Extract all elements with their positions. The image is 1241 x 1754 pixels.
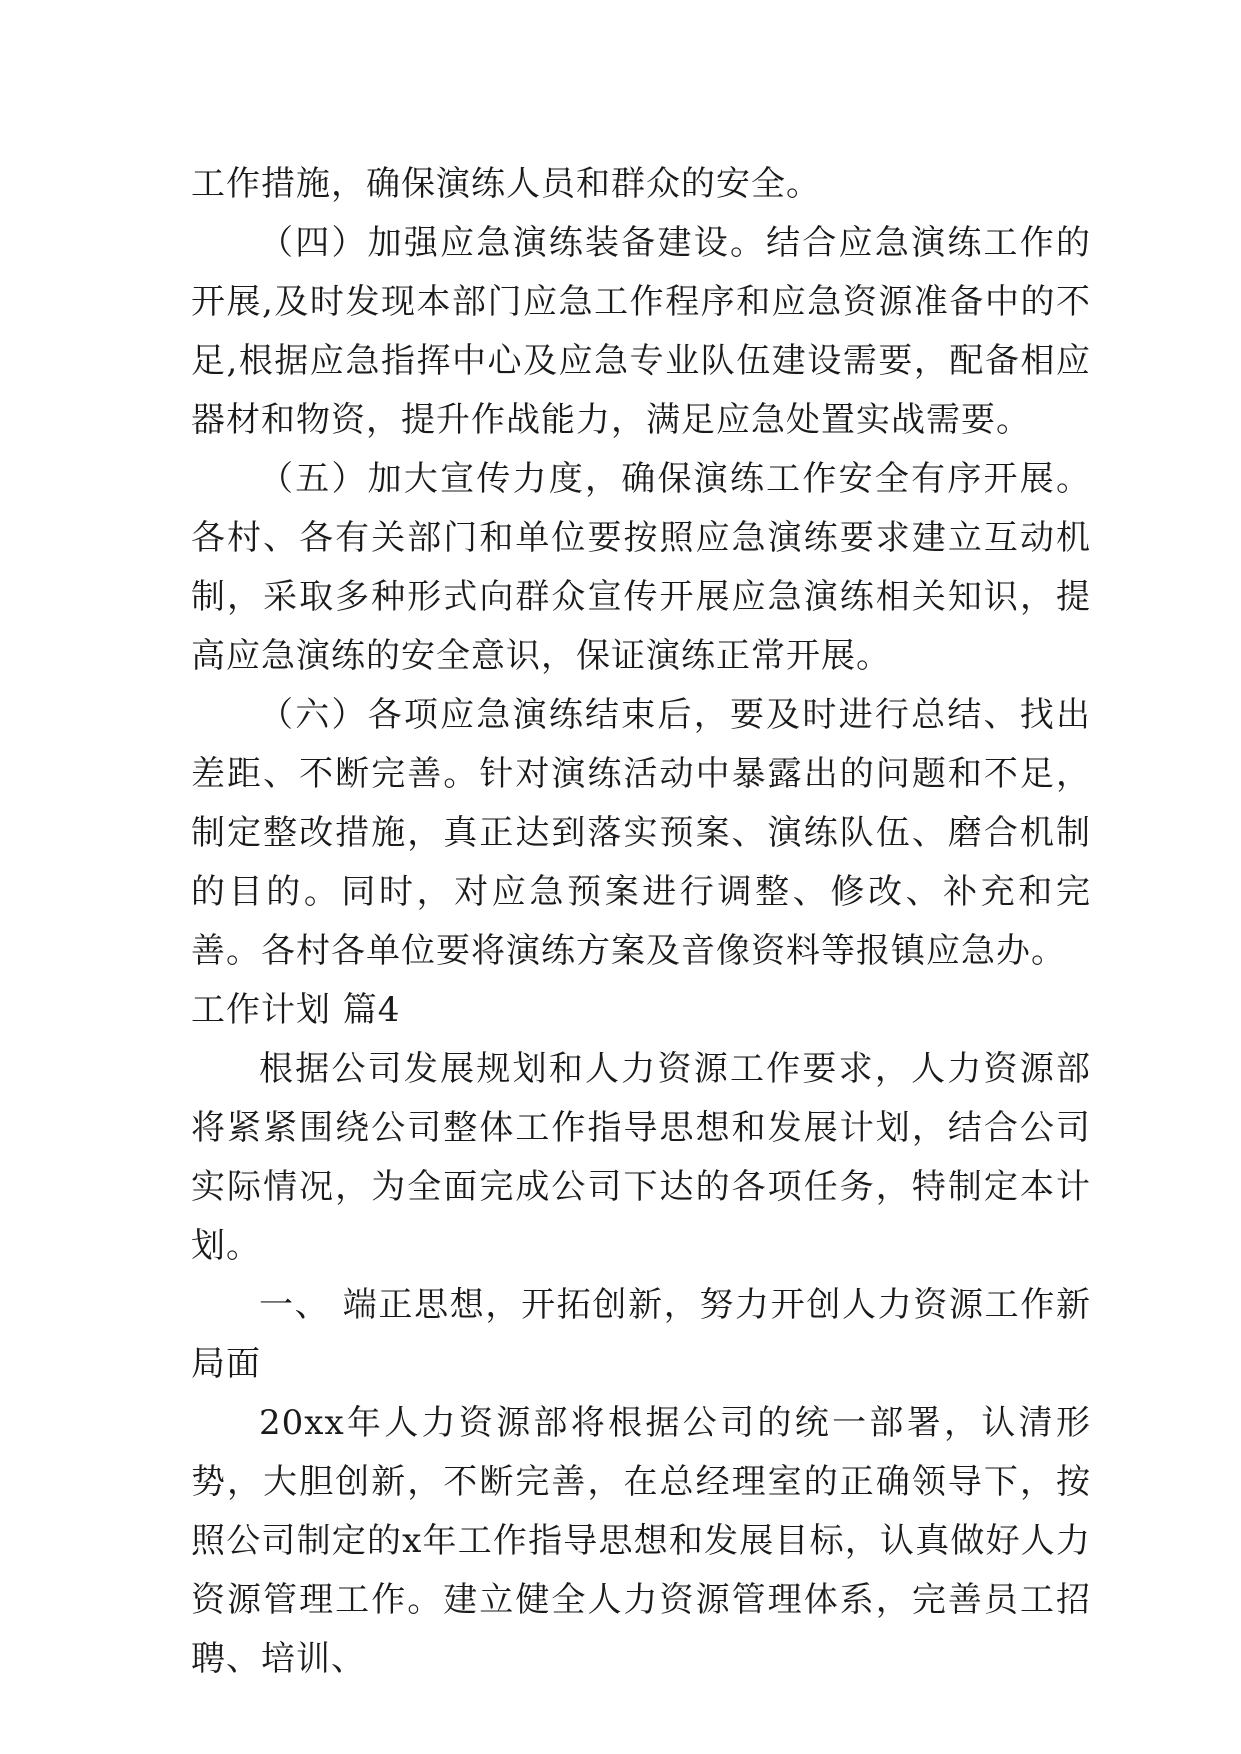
document-body (191, 155, 1091, 1689)
paragraph-3: （五）加大宣传力度，确保演练工作安全有序开展。各村、各有关部门和单位要按照应急演练要求建立互动机制，采取多种形式向群众宣传开展应急演练相关知识，提高应急演练的安全意识，保证演练正常开展。 (191, 459, 1091, 676)
paragraph-6: 一、 端正思想，开拓创新，努力开创人力资源工作新局面 (191, 1285, 1091, 1384)
paragraph-5: 根据公司发展规划和人力资源工作要求，人力资源部将紧紧围绕公司整体工作指导思想和发展计划，结合公司实际情况，为全面完成公司下达的各项任务，特制定本计划。 (191, 1049, 1091, 1266)
section-heading: 工作计划 篇4 (191, 990, 401, 1030)
paragraph-1: 工作措施，确保演练人员和群众的安全。 (191, 164, 821, 204)
paragraph-2: （四）加强应急演练装备建设。结合应急演练工作的开展,及时发现本部门应急工作程序和应急资源准备中的不足,根据应急指挥中心及应急专业队伍建设需要，配备相应器材和物资，提升作战能力，满足应急处置实战需要。 (191, 223, 1091, 440)
paragraph-7: 20xx年人力资源部将根据公司的统一部署，认清形势，大胆创新，不断完善，在总经理室的正确领导下，按照公司制定的x年工作指导思想和发展目标，认真做好人力资源管理工作。建立健全人力资源管理体系，完善员工招聘、培训、 (191, 1403, 1091, 1679)
paragraph-4: （六）各项应急演练结束后，要及时进行总结、找出差距、不断完善。针对演练活动中暴露出的问题和不足，制定整改措施，真正达到落实预案、演练队伍、磨合机制的目的。同时，对应急预案进行调整、修改、补充和完善。各村各单位要将演练方案及音像资料等报镇应急办。 (191, 695, 1091, 971)
